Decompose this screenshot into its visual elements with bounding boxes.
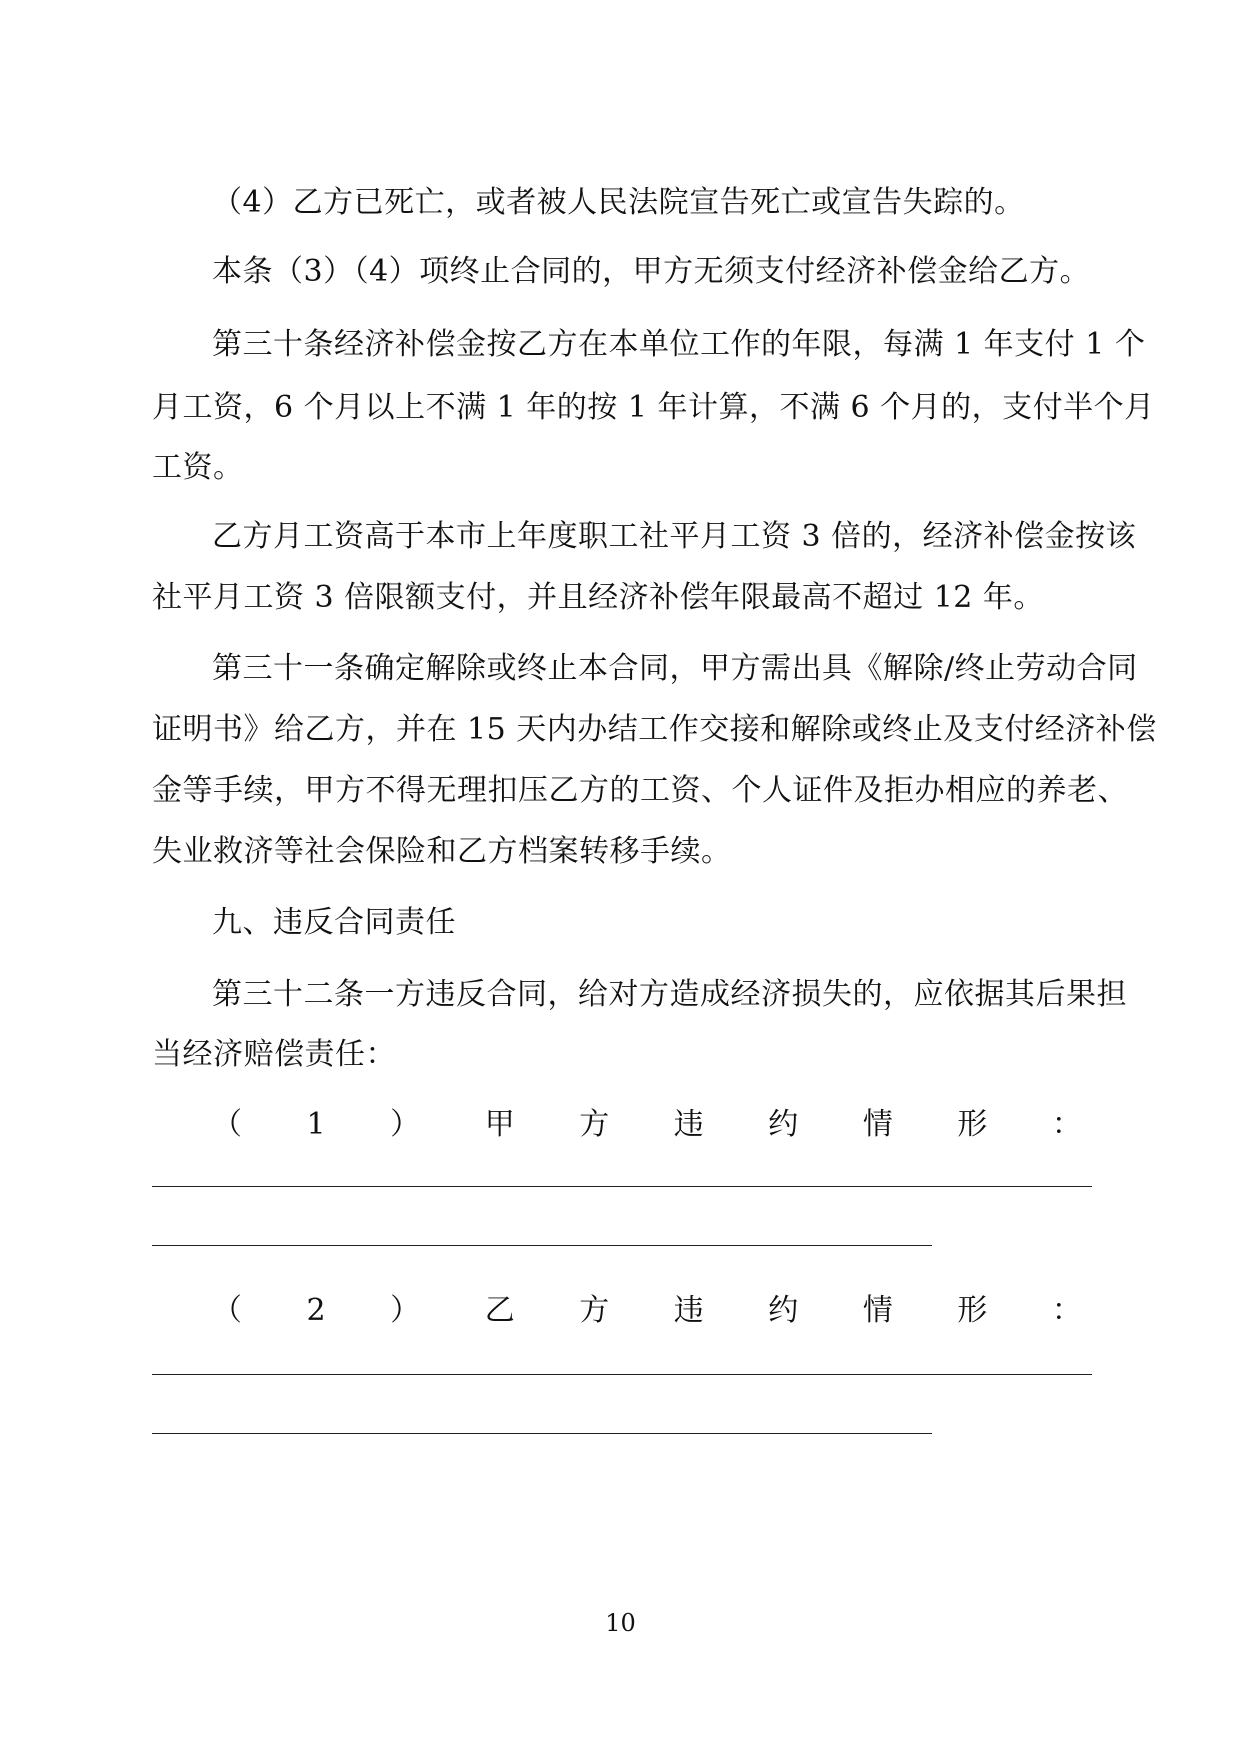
item-1-char: 形 (957, 1107, 988, 1142)
item-1-char: 约 (768, 1107, 799, 1142)
article-32-line-1: 第三十二条一方违反合同，给对方造成经济损失的，应依据其后果担 (212, 977, 1127, 1012)
item-1-char: 甲 (484, 1107, 515, 1142)
article-31-line-4: 失业救济等社会保险和乙方档案转移手续。 (152, 834, 732, 869)
item-1-char: （ (212, 1107, 242, 1142)
article-31-line-2: 证明书》给乙方，并在 15 天内办结工作交接和解除或终止及支付经济补偿 (152, 712, 1157, 747)
item-2-char: 方 (579, 1293, 610, 1328)
blank-line (152, 1433, 932, 1434)
item-1-char: 方 (579, 1107, 610, 1142)
paragraph-clause-4: （4）乙方已死亡，或者被人民法院宣告死亡或宣告失踪的。 (212, 185, 1025, 220)
paragraph-termination-note: 本条（3）（4）项终止合同的，甲方无须支付经济补偿金给乙方。 (212, 254, 1091, 289)
item-2-char: （ (212, 1293, 242, 1328)
item-1-char: 1 (306, 1107, 326, 1142)
blank-line (152, 1245, 932, 1246)
salary-cap-line-2: 社平月工资 3 倍限额支付，并且经济补偿年限最高不超过 12 年。 (152, 580, 1044, 615)
article-31-line-3: 金等手续，甲方不得无理扣压乙方的工资、个人证件及拒办相应的养老、 (152, 773, 1128, 808)
item-2-party-b-breach (212, 1291, 1082, 1331)
item-2-char: 违 (673, 1293, 704, 1328)
salary-cap-line-1: 乙方月工资高于本市上年度职工社平月工资 3 倍的，经济补偿金按该 (212, 519, 1137, 554)
item-2-char: 情 (862, 1293, 893, 1328)
item-1-char: ） (390, 1107, 421, 1142)
article-30-line-3: 工资。 (152, 450, 244, 485)
article-32-line-2: 当经济赔偿责任： (152, 1037, 396, 1072)
item-2-char: 形 (957, 1293, 988, 1328)
item-2-char: ） (390, 1293, 421, 1328)
item-2-char: 约 (768, 1293, 799, 1328)
item-2-char: 2 (306, 1293, 326, 1328)
page-number: 10 (605, 1609, 636, 1637)
item-1-party-a-breach (212, 1105, 1082, 1145)
item-1-char: ： (1051, 1107, 1082, 1142)
item-1-char: 违 (673, 1107, 704, 1142)
article-30-line-2: 月工资，6 个月以上不满 1 年的按 1 年计算，不满 6 个月的，支付半个月 (152, 390, 1155, 425)
article-31-line-1: 第三十一条确定解除或终止本合同，甲方需出具《解除/终止劳动合同 (212, 651, 1138, 686)
item-2-char: ： (1051, 1293, 1082, 1328)
item-1-char: 情 (862, 1107, 893, 1142)
item-2-char: 乙 (484, 1293, 515, 1328)
blank-line (152, 1374, 1092, 1375)
blank-line (152, 1186, 1092, 1187)
section-heading-9: 九、违反合同责任 (212, 905, 456, 940)
article-30-line-1: 第三十条经济补偿金按乙方在本单位工作的年限，每满 1 年支付 1 个 (212, 327, 1146, 362)
